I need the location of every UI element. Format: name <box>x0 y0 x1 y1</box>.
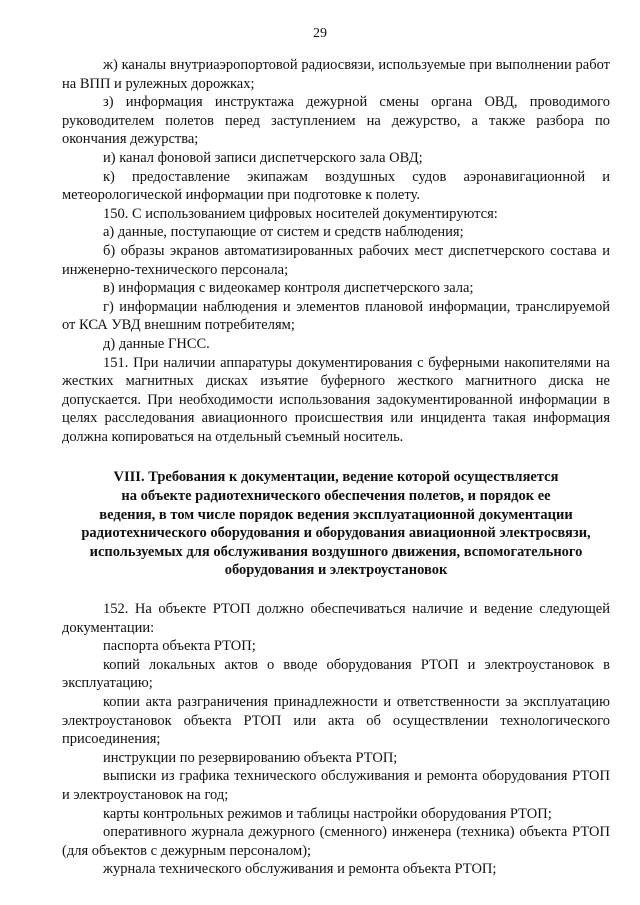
paragraph-150-d: д) данные ГНСС. <box>103 335 210 352</box>
paragraph-150-a: а) данные, поступающие от систем и средств наблюдения; <box>103 224 464 241</box>
page-number: 29 <box>313 26 327 41</box>
paragraph-152: 152. На объекте РТОП должно обеспечиваться наличие и ведение следующей документации: <box>62 601 610 636</box>
list-item-delimitation-act: копии акта разграничения принадлежности и ответственности за эксплуатацию электроустановок объекта РТОП или акта об осуществлении технологического присоединения; <box>62 694 610 748</box>
heading-line: на объекте радиотехнического обеспечения полетов, и порядок ее <box>121 488 551 505</box>
list-item-passport: паспорта объекта РТОП; <box>103 638 256 655</box>
list-item-maintenance-journal: журнала технического обслуживания и ремонта объекта РТОП; <box>103 861 497 878</box>
paragraph-150-g: г) информации наблюдения и элементов плановой информации, транслируемой от КСА УВД внешним потребителям; <box>62 298 610 334</box>
paragraph-z: з) информация инструктажа дежурной смены органа ОВД, проводимого руководителем полетов перед заступлением на дежурство, а также разбора по окончания дежурства; <box>62 94 610 148</box>
paragraph-150: 150. С использованием цифровых носителей документируются: <box>103 205 498 222</box>
list-item-local-acts: копий локальных актов о вводе оборудования РТОП и электроустановок в эксплуатацию; <box>62 656 610 692</box>
paragraph-i: и) канал фоновой записи диспетчерского зала ОВД; <box>103 149 423 166</box>
list-item-operational-journal: оперативного журнала дежурного (сменного) инженера (техника) объекта РТОП (для объектов с дежурным персоналом); <box>62 824 610 859</box>
heading-line: используемых для обслуживания воздушного движения, вспомогательного <box>89 543 583 560</box>
paragraph-151: 151. При наличии аппаратуры документирования с буферными накопителями на жестких магнитных дисках изъятие буферного жесткого магнитного диска не допускается. При необходимости использования задокументированной информации в целях расследования авиационного происшествия или инцидента такая информация должна копироваться на отдельный съемный носитель. <box>62 354 610 445</box>
list-item-control-maps: карты контрольных режимов и таблицы настройки оборудования РТОП; <box>103 805 552 822</box>
heading-line: оборудования и электроустановок <box>224 562 448 579</box>
section-heading-viii <box>62 468 610 580</box>
paragraph-150-b: б) образы экранов автоматизированных рабочих мест диспетчерского состава и инженерно-технического персонала; <box>62 242 610 278</box>
paragraph-zh: ж) каналы внутриаэропортовой радиосвязи, используемые при выполнении работ на ВПП и рулежных дорожках; <box>62 57 610 92</box>
document-body <box>62 56 610 879</box>
heading-line: VIII. Требования к документации, ведение которой осуществляется <box>113 469 559 486</box>
list-item-maintenance-schedule: выписки из графика технического обслуживания и ремонта оборудования РТОП и электроустановок на год; <box>62 768 610 803</box>
heading-line: ведения, в том числе порядок ведения эксплуатационной документации <box>99 506 573 523</box>
list-item-reservation-instructions: инструкции по резервированию объекта РТОП; <box>103 749 398 766</box>
paragraph-k: к) предоставление экипажам воздушных судов аэронавигационной и метеорологической информации при подготовке к полету. <box>62 168 610 204</box>
paragraph-150-v: в) информация с видеокамер контроля диспетчерского зала; <box>103 280 474 297</box>
heading-line: радиотехнического оборудования и оборудования авиационной электросвязи, <box>81 525 591 542</box>
